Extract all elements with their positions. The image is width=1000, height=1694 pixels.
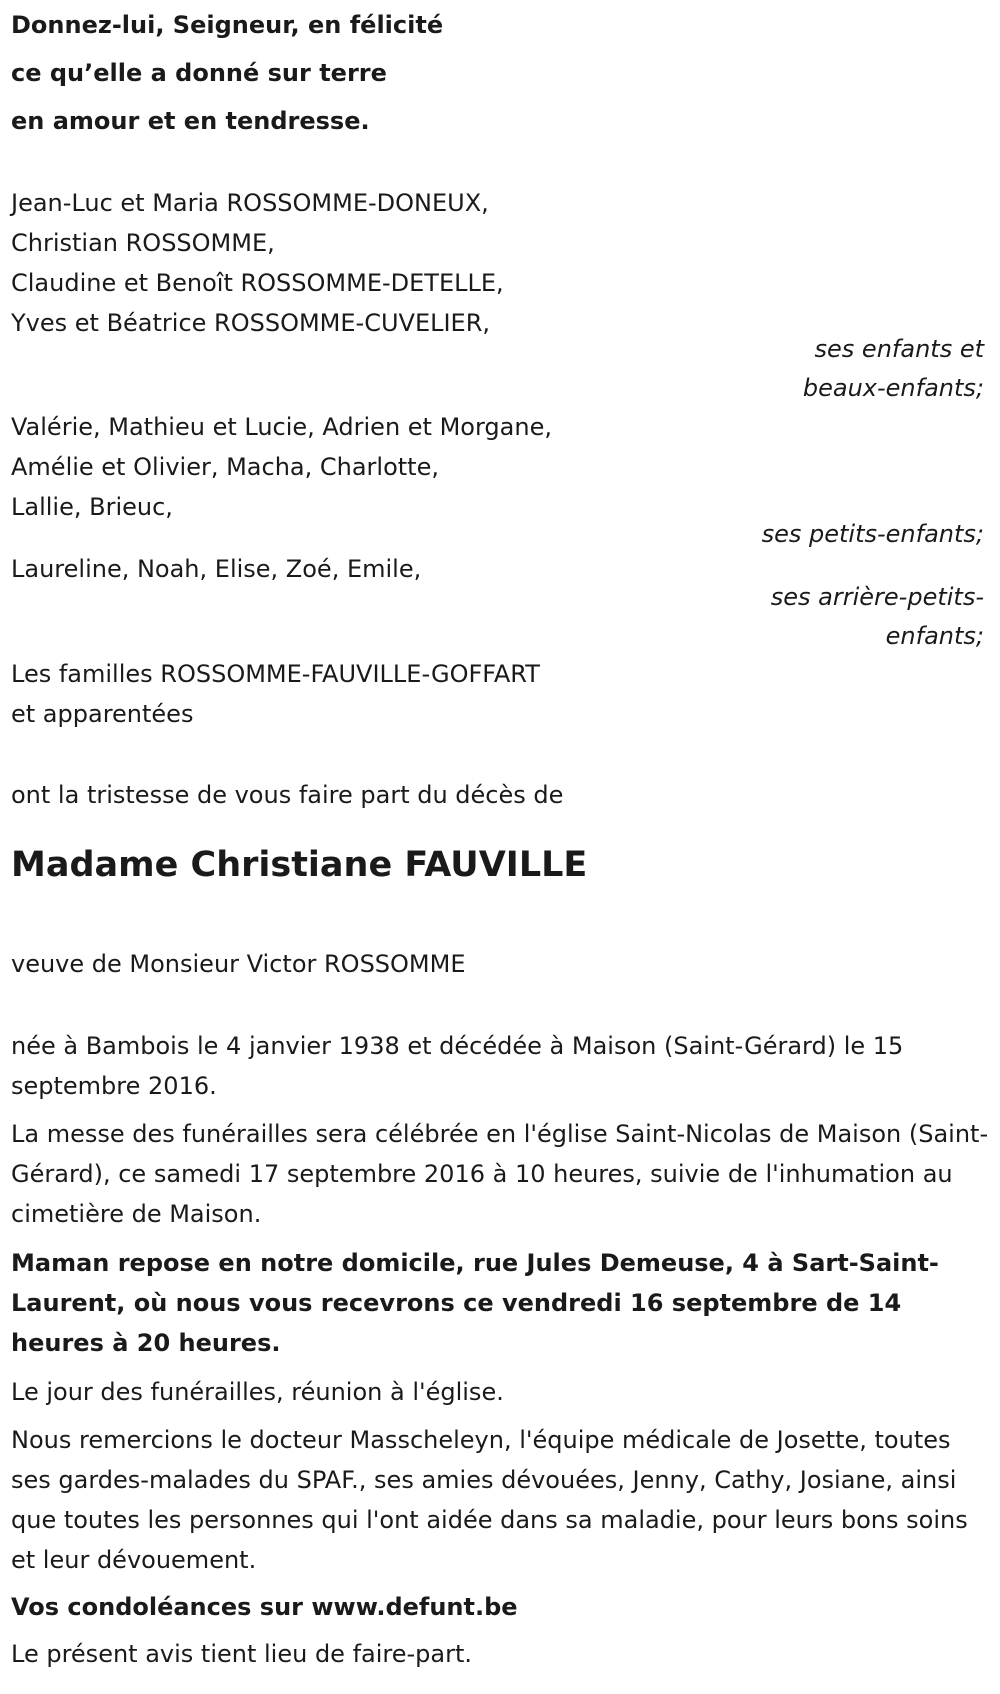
condolences-line: Vos condoléances sur www.defunt.be — [11, 1593, 518, 1621]
announcement-line: ont la tristesse de vous faire part du décès de — [11, 781, 564, 809]
great-grandchildren-role-line-2: enfants; — [885, 622, 984, 650]
meeting-paragraph: Le jour des funérailles, réunion à l'église. — [11, 1378, 504, 1406]
deceased-name: Madame Christiane FAUVILLE — [11, 845, 588, 885]
thanks-paragraph: Nous remercions le docteur Masscheleyn, l'équipe médicale de Josette, toutes ses gardes-malades du SPAF., ses amies dévouées, Jenny, Cathy, Josiane, ainsi que toutes les personnes qui l'ont aidée dans sa maladie, pour leurs bons soins et leur dévouement. — [11, 1426, 968, 1574]
children-line-1: Jean-Luc et Maria ROSSOMME-DONEUX, — [11, 189, 489, 217]
children-role-line-2: beaux-enfants; — [802, 374, 984, 402]
children-line-3: Claudine et Benoît ROSSOMME-DETELLE, — [11, 269, 504, 297]
verse-line-3: en amour et en tendresse. — [11, 107, 370, 135]
visitation-paragraph: Maman repose en notre domicile, rue Jules Demeuse, 4 à Sart-Saint-Laurent, où nous vous recevrons ce vendredi 16 septembre de 14 heures à 20 heures. — [11, 1249, 939, 1357]
verse-line-1: Donnez-lui, Seigneur, en félicité — [11, 11, 444, 39]
birth-death-paragraph: née à Bambois le 4 janvier 1938 et décédée à Maison (Saint-Gérard) le 15 septembre 2016. — [11, 1032, 904, 1100]
families-line-2: et apparentées — [11, 700, 194, 728]
mass-paragraph: La messe des funérailles sera célébrée en l'église Saint-Nicolas de Maison (Saint-Gérard), ce samedi 17 septembre 2016 à 10 heures, suivie de l'inhumation au cimetière de Maison. — [11, 1120, 989, 1228]
grandchildren-line-1: Valérie, Mathieu et Lucie, Adrien et Morgane, — [11, 413, 552, 441]
families-line-1: Les familles ROSSOMME-FAUVILLE-GOFFART — [11, 660, 540, 688]
grandchildren-line-3: Lallie, Brieuc, — [11, 493, 173, 521]
children-role-line-1: ses enfants et — [814, 335, 984, 363]
widow-of-line: veuve de Monsieur Victor ROSSOMME — [11, 950, 466, 978]
great-grandchildren-line: Laureline, Noah, Elise, Zoé, Emile, — [11, 555, 422, 583]
notice-line: Le présent avis tient lieu de faire-part. — [11, 1640, 473, 1668]
grandchildren-role: ses petits-enfants; — [761, 520, 984, 548]
great-grandchildren-role-line-1: ses arrière-petits- — [770, 583, 984, 611]
children-line-4: Yves et Béatrice ROSSOMME-CUVELIER, — [11, 309, 491, 337]
grandchildren-line-2: Amélie et Olivier, Macha, Charlotte, — [11, 453, 439, 481]
children-line-2: Christian ROSSOMME, — [11, 229, 275, 257]
verse-line-2: ce qu’elle a donné sur terre — [11, 59, 387, 87]
